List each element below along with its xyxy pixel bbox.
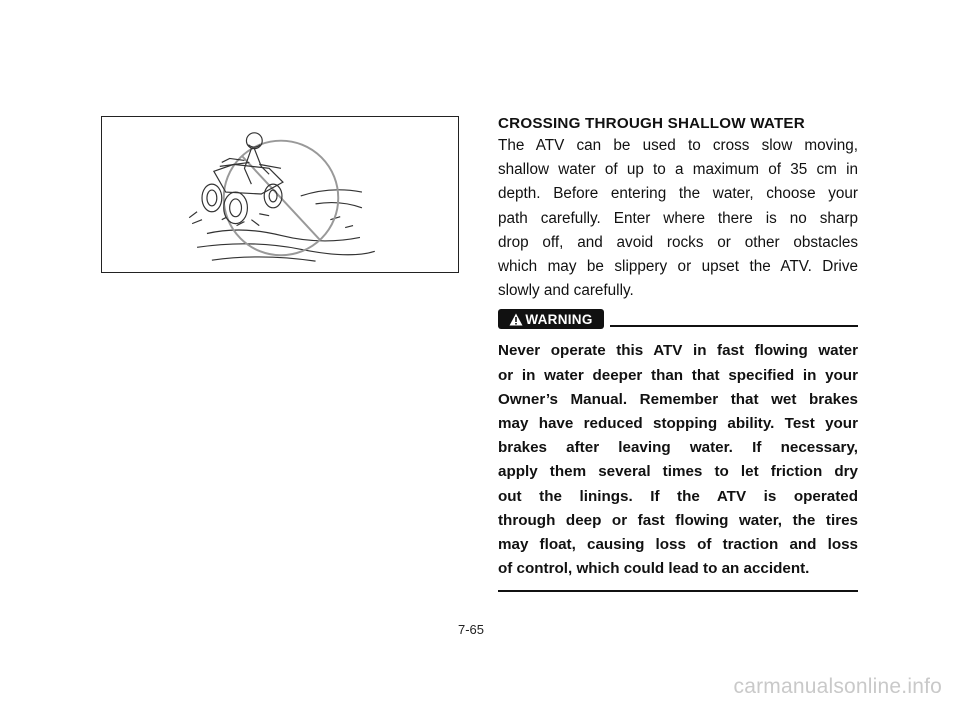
warning-line: through deep or fast flowing water, the tires	[498, 511, 858, 529]
text-column	[498, 113, 858, 592]
page-number: 7-65	[458, 622, 485, 637]
warning-triangle-icon	[509, 313, 523, 326]
body-line: path carefully. Enter where there is no sharp	[498, 209, 858, 227]
section-body	[498, 134, 858, 303]
body-line: slowly and carefully.	[498, 282, 634, 300]
body-line: shallow water of up to a maximum of 35 cm in	[498, 161, 858, 179]
warning-line: Owner’s Manual. Remember that wet brakes	[498, 390, 858, 408]
warning-bottom-rule	[498, 590, 858, 592]
body-line: which may be slippery or upset the ATV. Drive	[498, 258, 858, 276]
section-heading: CROSSING THROUGH SHALLOW WATER	[498, 115, 805, 132]
warning-line: may have reduced stopping ability. Test your	[498, 415, 858, 433]
watermark: carmanualsonline.info	[733, 675, 942, 698]
warning-text	[498, 339, 858, 581]
warning-line: of control, which could lead to an accident.	[498, 560, 810, 578]
warning-line: brakes after leaving water. If necessary,	[498, 439, 858, 457]
body-line: depth. Before entering the water, choose your	[498, 185, 858, 203]
warning-label: WARNING	[525, 311, 593, 327]
warning-badge	[498, 309, 604, 329]
body-line: drop off, and avoid rocks or other obstacles	[498, 233, 858, 251]
body-line: The ATV can be used to cross slow moving,	[498, 137, 858, 154]
warning-line: apply them several times to let friction dry	[498, 463, 858, 481]
warning-line: may float, causing loss of traction and loss	[498, 536, 858, 554]
warning-line: out the linings. If the ATV is operated	[498, 487, 858, 505]
warning-line: Never operate this ATV in fast flowing water	[498, 342, 858, 360]
warning-header	[498, 307, 858, 333]
warning-line: or in water deeper than that specified in your	[498, 366, 858, 384]
illustration-box	[101, 116, 459, 273]
atv-rider-prohibited-icon	[102, 117, 458, 272]
warning-top-rule	[610, 325, 858, 327]
